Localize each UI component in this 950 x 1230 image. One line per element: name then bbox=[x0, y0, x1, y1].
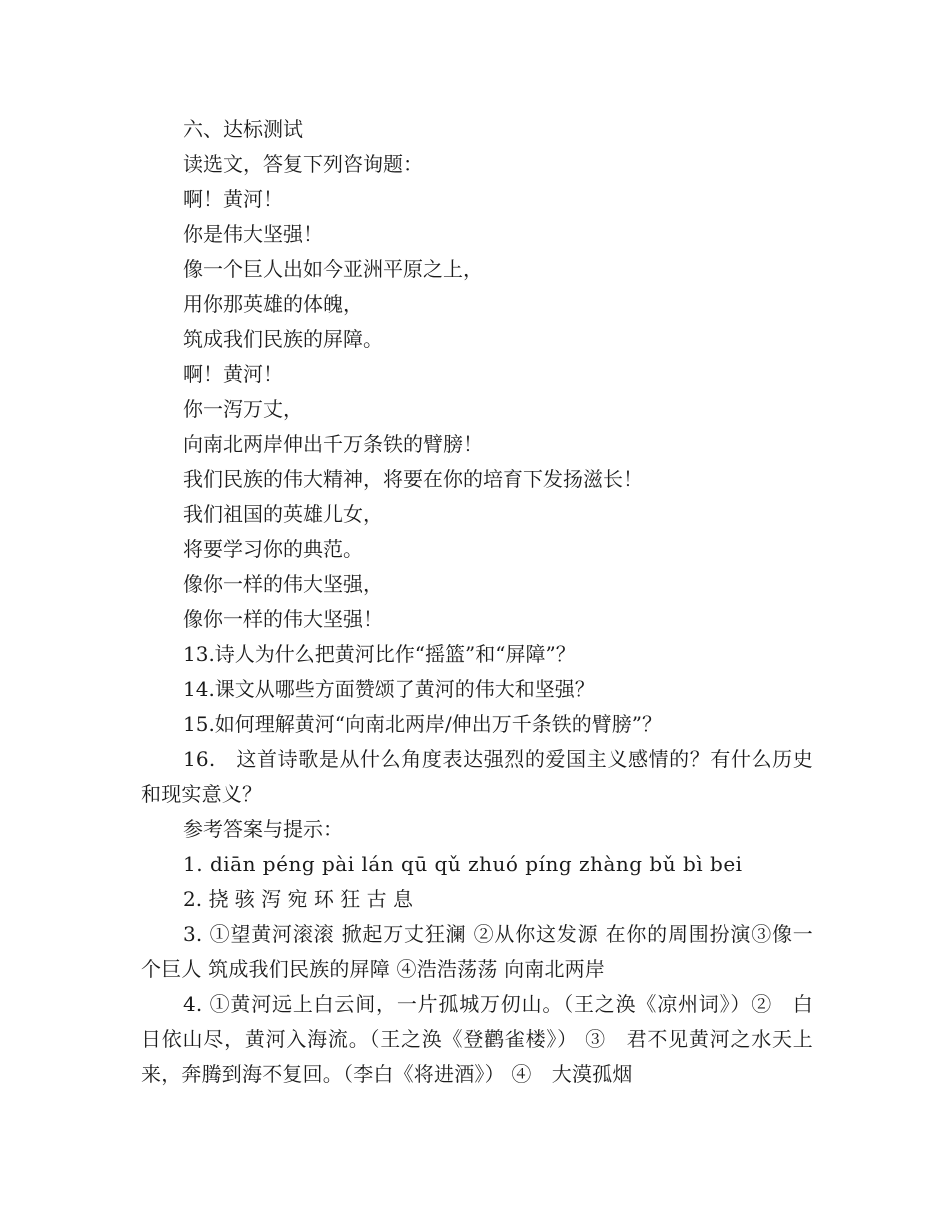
instruction: 读选文，答复下列咨询题： bbox=[183, 152, 423, 176]
question-item: 15.如何理解黄河“向南北两岸/伸出万千条铁的臂膀”？ bbox=[183, 712, 662, 736]
poem-line: 像一个巨人出如今亚洲平原之上， bbox=[183, 257, 483, 281]
answer-item: 1. diān péng pài lán qū qǔ zhuó píng zhàng bǔ bì bei bbox=[183, 852, 743, 876]
answer-item: 3. ①望黄河滚滚 掀起万丈狂澜 ②从你这发源 在你的周围扮演③像一个巨人 筑成我们民族的屏障 ④浩浩荡荡 向南北两岸 bbox=[141, 922, 813, 981]
question-item: 16. 这首诗歌是从什么角度表达强烈的爱国主义感情的？有什么历史和现实意义？ bbox=[141, 747, 813, 806]
answer-heading: 参考答案与提示： bbox=[183, 817, 343, 841]
document-body bbox=[141, 112, 813, 1092]
poem-line: 用你那英雄的体魄， bbox=[183, 292, 363, 316]
poem-line: 将要学习你的典范。 bbox=[183, 537, 363, 561]
poem-line: 你是伟大坚强！ bbox=[183, 222, 323, 246]
question-item: 14.课文从哪些方面赞颂了黄河的伟大和坚强？ bbox=[183, 677, 595, 701]
answer-item: 4. ①黄河远上白云间，一片孤城万仞山。（王之涣《凉州词》）② 白日依山尽，黄河入海流。（王之涣《登鹳雀楼》） ③ 君不见黄河之水天上来，奔腾到海不复回。（李白《将进酒》） ④ 大漠孤烟 bbox=[141, 992, 813, 1086]
poem-line: 向南北两岸伸出千万条铁的臂膀！ bbox=[183, 432, 483, 456]
poem-line: 像你一样的伟大坚强， bbox=[183, 572, 383, 596]
poem-line: 我们祖国的英雄儿女， bbox=[183, 502, 383, 526]
answer-list bbox=[141, 847, 813, 1092]
poem-line: 我们民族的伟大精神，将要在你的培育下发扬滋长！ bbox=[183, 467, 643, 491]
answer-item: 2. 挠 骇 泻 宛 环 狂 古 息 bbox=[183, 887, 413, 911]
poem-line: 筑成我们民族的屏障。 bbox=[183, 327, 383, 351]
poem-excerpt bbox=[141, 182, 813, 637]
poem-line: 啊！黄河！ bbox=[183, 362, 283, 386]
question-item: 13.诗人为什么把黄河比作“摇篮”和“屏障”？ bbox=[183, 642, 576, 666]
poem-line: 啊！黄河！ bbox=[183, 187, 283, 211]
poem-line: 你一泻万丈， bbox=[183, 397, 303, 421]
section-title: 六、达标测试 bbox=[183, 117, 303, 141]
question-list bbox=[141, 637, 813, 812]
poem-line: 像你一样的伟大坚强！ bbox=[183, 607, 383, 631]
